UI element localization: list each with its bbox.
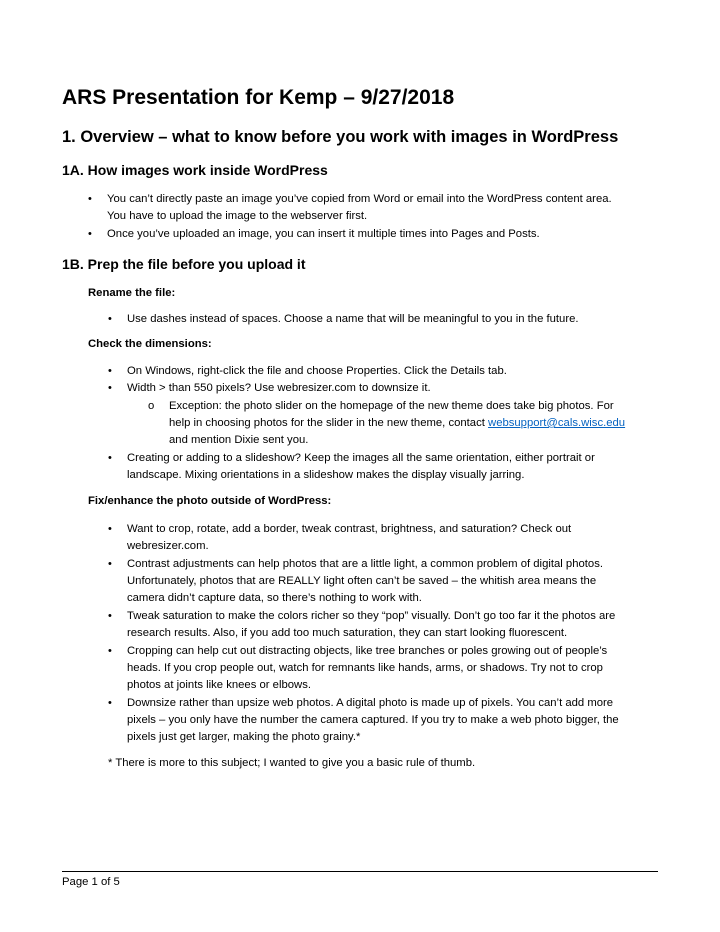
circle-bullet-icon: o [148, 400, 155, 412]
bullet-icon: • [108, 382, 112, 394]
bullet-icon: • [88, 228, 92, 240]
document-title: ARS Presentation for Kemp – 9/27/2018 [62, 86, 455, 109]
footnote: * There is more to this subject; I wanted to give you a basic rule of thumb. [108, 757, 476, 769]
enhance-label: Fix/enhance the photo outside of WordPress: [88, 495, 332, 507]
dimensions-label: Check the dimensions: [88, 338, 212, 350]
bullet-icon: • [108, 697, 112, 709]
bullet-icon: • [108, 313, 112, 325]
bullet-icon: • [108, 523, 112, 535]
document-page: ARS Presentation for Kemp – 9/27/2018 1. Overview – what to know before you work with images in WordPress 1A. How images work inside WordPress • You can’t directly paste an image you’ve copied from Word or email into the WordPress content area. You have to upload the image to the webserver first. • Once you’ve uploaded an image, you can insert it multiple times into Pages and Posts. 1B. Prep the file before you upload it Rename the file: • Use dashes instead of spaces. Choose a name that will be meaningful to you in the future. Check the dimensions: • On Windows, right-click the file and choose Properties. Click the Details tab. • Width > than 550 pixels? Use webresizer.com to downsize it. o Exception: the photo slider on the homepage of the new theme does take big photos. For help in choosing photos for the slider in the new theme, contact websupport@cals.wisc.edu and mention Dixie sent you. • Creating or adding to a slideshow? Keep the images all the same orientation, either portrait or landscape. Mixing orientations in a slideshow makes the display visually jarring. Fix/enhance the photo outside of WordPress: • Want to crop, rotate, add a border, tweak contrast, brightness, and saturation? Check out webresizer.com. • Contrast adjustments can help photos that are a little light, a common problem of digital photos. Unfortunately, photos that are REALLY light often can’t be saved – the whitish area means the camera didn’t capture data, so there’s nothing to work with. • Tweak saturation to make the colors richer so they “pop” visually. Don’t go too far it the photos are research results. Also, if you add too much saturation, they can start looking fluorescent. • Cropping can help cut out distracting objects, like tree branches or poles growing out of people’s heads. If you crop people out, watch for remnants like hands, arms, or shadows. Try not to crop photos at joints like knees or elbows. • Downsize rather than upsize web photos. A digital photo is made up of pixels. You can’t add more pixels – you only have the number the camera captured. If you try to make a web photo bigger, the pixels just get larger, making the photo grainy.* * There is more to this subject; I wanted to give you a basic rule of thumb. Page 1 of 5 [0, 0, 720, 932]
page-number: Page 1 of 5 [62, 876, 120, 888]
bullet-icon: • [88, 193, 92, 205]
bullet-icon: • [108, 365, 112, 377]
section-1b-heading: 1B. Prep the file before you upload it [62, 256, 306, 272]
websupport-email-link[interactable]: websupport@cals.wisc.edu [488, 417, 626, 429]
footer-divider [62, 871, 658, 872]
bullet-icon: • [108, 645, 112, 657]
bullet-icon: • [108, 610, 112, 622]
bullet-icon: • [108, 452, 112, 464]
bullet-icon: • [108, 558, 112, 570]
rename-label: Rename the file: [88, 287, 176, 299]
section-1a-heading: 1A. How images work inside WordPress [62, 162, 328, 178]
section-1-heading: 1. Overview – what to know before you work with images in WordPress [62, 128, 619, 146]
